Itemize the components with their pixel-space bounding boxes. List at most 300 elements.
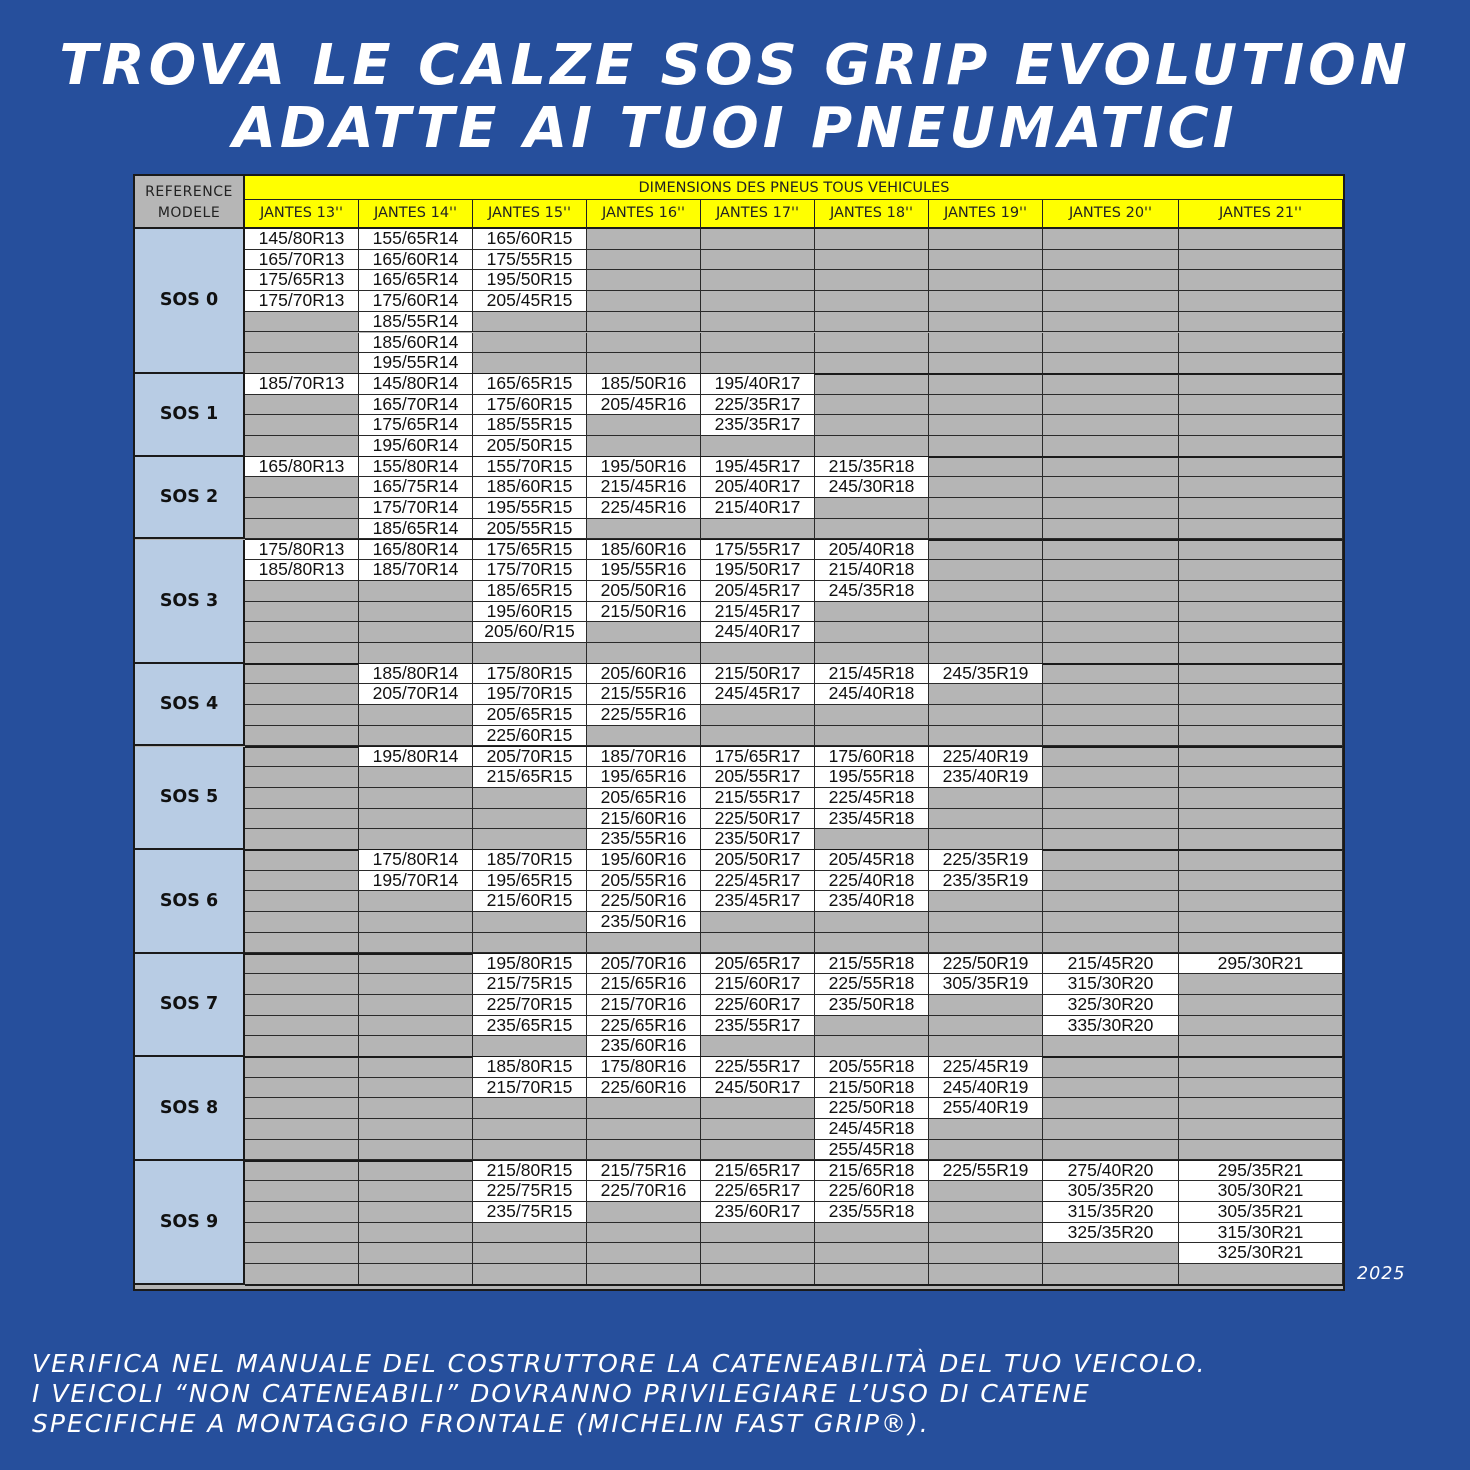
tire-size-table <box>133 174 1345 1291</box>
tire-size-cell: 145/80R13 <box>245 229 359 250</box>
empty-cell <box>245 954 359 975</box>
column-header-1: JANTES 13'' <box>245 200 359 229</box>
empty-cell <box>929 1264 1043 1285</box>
tire-size-cell: 185/70R15 <box>473 850 587 871</box>
tire-size-cell: 215/50R17 <box>701 664 815 685</box>
empty-cell <box>929 581 1043 602</box>
tire-size-cell: 215/45R20 <box>1043 954 1179 975</box>
column-header-3: JANTES 15'' <box>473 200 587 229</box>
empty-cell <box>587 1098 701 1119</box>
tire-size-cell: 205/40R18 <box>815 540 929 561</box>
tire-size-cell: 255/45R18 <box>815 1140 929 1161</box>
empty-cell <box>1043 664 1179 685</box>
empty-cell <box>1179 643 1343 664</box>
empty-cell <box>1179 850 1343 871</box>
empty-cell <box>815 250 929 271</box>
empty-cell <box>1043 353 1179 374</box>
empty-cell <box>929 291 1043 312</box>
tire-size-cell: 195/55R16 <box>587 560 701 581</box>
model-label: SOS 8 <box>135 1057 245 1161</box>
tire-size-cell: 215/45R17 <box>701 602 815 623</box>
model-label: SOS 1 <box>135 374 245 457</box>
tire-size-cell: 195/65R16 <box>587 767 701 788</box>
empty-cell <box>359 891 473 912</box>
empty-cell <box>1043 333 1179 354</box>
tire-size-cell: 185/80R15 <box>473 1057 587 1078</box>
empty-cell <box>473 1140 587 1161</box>
tire-size-cell: 235/40R18 <box>815 891 929 912</box>
empty-cell <box>245 1098 359 1119</box>
tire-size-cell: 185/65R14 <box>359 519 473 540</box>
tire-size-cell: 195/60R14 <box>359 436 473 457</box>
tire-size-cell: 175/70R15 <box>473 560 587 581</box>
empty-cell <box>245 1016 359 1037</box>
empty-cell <box>701 353 815 374</box>
empty-cell <box>1179 291 1343 312</box>
tire-size-cell: 205/65R15 <box>473 705 587 726</box>
tire-size-cell: 235/40R19 <box>929 767 1043 788</box>
tire-size-cell: 215/50R18 <box>815 1078 929 1099</box>
empty-cell <box>1179 664 1343 685</box>
empty-cell <box>701 519 815 540</box>
empty-cell <box>815 374 929 395</box>
tire-size-cell: 215/40R17 <box>701 498 815 519</box>
empty-cell <box>1043 684 1179 705</box>
column-header-6: JANTES 18'' <box>815 200 929 229</box>
empty-cell <box>929 788 1043 809</box>
tire-size-cell: 165/70R13 <box>245 250 359 271</box>
empty-cell <box>473 1098 587 1119</box>
empty-cell <box>701 933 815 954</box>
tire-size-cell: 225/40R18 <box>815 871 929 892</box>
empty-cell <box>1043 519 1179 540</box>
empty-cell <box>815 333 929 354</box>
tire-size-cell: 225/50R17 <box>701 809 815 830</box>
tire-size-cell: 215/55R18 <box>815 954 929 975</box>
empty-cell <box>473 1264 587 1285</box>
empty-cell <box>929 229 1043 250</box>
tire-size-cell: 245/40R19 <box>929 1078 1043 1099</box>
tire-size-cell: 235/55R18 <box>815 1202 929 1223</box>
empty-cell <box>587 229 701 250</box>
tire-size-cell: 155/70R15 <box>473 457 587 478</box>
empty-cell <box>1043 1119 1179 1140</box>
tire-size-cell: 195/50R16 <box>587 457 701 478</box>
tire-size-cell: 215/70R16 <box>587 995 701 1016</box>
empty-cell <box>815 602 929 623</box>
tire-size-cell: 315/30R21 <box>1179 1223 1343 1244</box>
tire-size-cell: 205/50R16 <box>587 581 701 602</box>
tire-size-cell: 195/65R15 <box>473 871 587 892</box>
empty-cell <box>815 395 929 416</box>
empty-cell <box>587 291 701 312</box>
tire-size-cell: 225/35R19 <box>929 850 1043 871</box>
empty-cell <box>1179 312 1343 333</box>
empty-cell <box>701 250 815 271</box>
tire-size-cell: 255/40R19 <box>929 1098 1043 1119</box>
empty-cell <box>1043 643 1179 664</box>
empty-cell <box>815 436 929 457</box>
empty-cell <box>1179 974 1343 995</box>
tire-size-cell: 305/30R21 <box>1179 1181 1343 1202</box>
tire-size-cell: 175/55R15 <box>473 250 587 271</box>
empty-cell <box>245 933 359 954</box>
tire-size-cell: 215/65R17 <box>701 1161 815 1182</box>
empty-cell <box>1043 1057 1179 1078</box>
empty-cell <box>929 1202 1043 1223</box>
empty-cell <box>359 809 473 830</box>
footer-line-1: VERIFICA NEL MANUALE DEL COSTRUTTORE LA CATENEABILITÀ DEL TUO VEICOLO. <box>32 1349 1207 1378</box>
tire-size-cell: 205/55R15 <box>473 519 587 540</box>
empty-cell <box>929 829 1043 850</box>
empty-cell <box>1043 498 1179 519</box>
empty-cell <box>701 1243 815 1264</box>
empty-cell <box>359 622 473 643</box>
model-label: SOS 2 <box>135 457 245 540</box>
empty-cell <box>473 1119 587 1140</box>
column-header-8: JANTES 20'' <box>1043 200 1179 229</box>
tire-size-cell: 165/65R14 <box>359 270 473 291</box>
empty-cell <box>245 643 359 664</box>
tire-size-cell: 245/35R19 <box>929 664 1043 685</box>
tire-size-cell: 235/65R15 <box>473 1016 587 1037</box>
empty-cell <box>815 912 929 933</box>
empty-cell <box>245 912 359 933</box>
tire-size-cell: 305/35R21 <box>1179 1202 1343 1223</box>
empty-cell <box>245 1243 359 1264</box>
tire-size-cell: 215/50R16 <box>587 602 701 623</box>
tire-size-cell: 215/80R15 <box>473 1161 587 1182</box>
title-line-1: TROVA LE CALZE SOS GRIP EVOLUTION <box>59 33 1411 98</box>
title-line-2: ADATTE AI TUOI PNEUMATICI <box>232 96 1238 161</box>
empty-cell <box>929 1223 1043 1244</box>
tire-size-cell: 195/55R18 <box>815 767 929 788</box>
empty-cell <box>359 995 473 1016</box>
empty-cell <box>473 1243 587 1264</box>
empty-cell <box>587 519 701 540</box>
empty-cell <box>245 767 359 788</box>
empty-cell <box>587 1223 701 1244</box>
empty-cell <box>473 312 587 333</box>
tire-size-cell: 205/55R17 <box>701 767 815 788</box>
empty-cell <box>1179 912 1343 933</box>
empty-cell <box>359 705 473 726</box>
empty-cell <box>929 1016 1043 1037</box>
empty-cell <box>359 788 473 809</box>
empty-cell <box>1179 229 1343 250</box>
tire-size-cell: 175/80R13 <box>245 540 359 561</box>
tire-size-cell: 245/45R18 <box>815 1119 929 1140</box>
empty-cell <box>1043 229 1179 250</box>
empty-cell <box>1179 891 1343 912</box>
tire-size-cell: 175/65R17 <box>701 747 815 768</box>
empty-cell <box>929 602 1043 623</box>
empty-cell <box>245 1036 359 1057</box>
tire-size-cell: 205/40R17 <box>701 477 815 498</box>
column-header-9: JANTES 21'' <box>1179 200 1343 229</box>
tire-size-cell: 245/30R18 <box>815 477 929 498</box>
empty-cell <box>929 250 1043 271</box>
empty-cell <box>815 1016 929 1037</box>
empty-cell <box>929 891 1043 912</box>
tire-size-cell: 185/50R16 <box>587 374 701 395</box>
empty-cell <box>1043 560 1179 581</box>
empty-cell <box>1043 395 1179 416</box>
empty-cell <box>245 809 359 830</box>
empty-cell <box>701 1140 815 1161</box>
tire-size-cell: 215/70R15 <box>473 1078 587 1099</box>
empty-cell <box>701 643 815 664</box>
empty-cell <box>359 581 473 602</box>
empty-cell <box>473 809 587 830</box>
empty-cell <box>587 312 701 333</box>
empty-cell <box>815 726 929 747</box>
empty-cell <box>701 1098 815 1119</box>
empty-cell <box>929 912 1043 933</box>
empty-cell <box>473 829 587 850</box>
empty-cell <box>1043 767 1179 788</box>
tire-size-cell: 175/65R15 <box>473 540 587 561</box>
empty-cell <box>815 291 929 312</box>
empty-cell <box>1043 1078 1179 1099</box>
tire-size-cell: 225/55R19 <box>929 1161 1043 1182</box>
tire-size-cell: 225/60R16 <box>587 1078 701 1099</box>
tire-size-cell: 225/55R18 <box>815 974 929 995</box>
empty-cell <box>1179 519 1343 540</box>
empty-cell <box>245 622 359 643</box>
year-label: 2025 <box>1357 1264 1406 1284</box>
empty-cell <box>1179 809 1343 830</box>
tire-size-cell: 225/45R17 <box>701 871 815 892</box>
empty-cell <box>359 933 473 954</box>
empty-cell <box>1043 1098 1179 1119</box>
tire-size-cell: 225/50R19 <box>929 954 1043 975</box>
tire-size-cell: 235/50R18 <box>815 995 929 1016</box>
empty-cell <box>929 333 1043 354</box>
empty-cell <box>815 643 929 664</box>
empty-cell <box>473 788 587 809</box>
empty-cell <box>473 333 587 354</box>
empty-cell <box>359 1223 473 1244</box>
empty-cell <box>929 622 1043 643</box>
empty-cell <box>929 436 1043 457</box>
empty-cell <box>1043 1264 1179 1285</box>
tire-size-cell: 215/55R16 <box>587 684 701 705</box>
empty-cell <box>245 353 359 374</box>
empty-cell <box>1043 809 1179 830</box>
empty-cell <box>929 705 1043 726</box>
tire-size-cell: 205/65R16 <box>587 788 701 809</box>
tire-size-cell: 215/40R18 <box>815 560 929 581</box>
tire-size-cell: 205/50R17 <box>701 850 815 871</box>
empty-cell <box>701 726 815 747</box>
empty-cell <box>359 602 473 623</box>
empty-cell <box>473 1036 587 1057</box>
empty-cell <box>1179 767 1343 788</box>
tire-size-cell: 185/80R13 <box>245 560 359 581</box>
tire-size-cell: 215/65R16 <box>587 974 701 995</box>
tire-size-cell: 305/35R20 <box>1043 1181 1179 1202</box>
empty-cell <box>701 912 815 933</box>
empty-cell <box>1179 415 1343 436</box>
tire-size-cell: 225/55R16 <box>587 705 701 726</box>
empty-cell <box>929 415 1043 436</box>
empty-cell <box>587 622 701 643</box>
empty-cell <box>359 974 473 995</box>
model-label: SOS 0 <box>135 229 245 374</box>
empty-cell <box>359 1078 473 1099</box>
tire-size-cell: 175/65R14 <box>359 415 473 436</box>
tire-size-cell: 225/55R17 <box>701 1057 815 1078</box>
tire-size-cell: 205/45R17 <box>701 581 815 602</box>
tire-size-cell: 235/35R17 <box>701 415 815 436</box>
tire-size-cell: 185/70R13 <box>245 374 359 395</box>
empty-cell <box>929 560 1043 581</box>
empty-cell <box>245 1119 359 1140</box>
empty-cell <box>701 1036 815 1057</box>
empty-cell <box>245 705 359 726</box>
tire-size-cell: 225/70R16 <box>587 1181 701 1202</box>
empty-cell <box>587 1119 701 1140</box>
tire-size-cell: 165/60R14 <box>359 250 473 271</box>
tire-size-cell: 275/40R20 <box>1043 1161 1179 1182</box>
empty-cell <box>359 1036 473 1057</box>
empty-cell <box>359 1181 473 1202</box>
empty-cell <box>245 974 359 995</box>
empty-cell <box>929 395 1043 416</box>
empty-cell <box>1179 1078 1343 1099</box>
tire-size-cell: 295/35R21 <box>1179 1161 1343 1182</box>
empty-cell <box>245 477 359 498</box>
empty-cell <box>359 767 473 788</box>
empty-cell <box>1179 560 1343 581</box>
empty-cell <box>359 1016 473 1037</box>
empty-cell <box>1043 250 1179 271</box>
model-label: SOS 9 <box>135 1161 245 1285</box>
empty-cell <box>701 333 815 354</box>
empty-cell <box>245 602 359 623</box>
tire-size-cell: 195/80R14 <box>359 747 473 768</box>
empty-cell <box>245 498 359 519</box>
empty-cell <box>473 1223 587 1244</box>
empty-cell <box>359 1119 473 1140</box>
empty-cell <box>815 622 929 643</box>
empty-cell <box>359 1264 473 1285</box>
dimensions-header: DIMENSIONS DES PNEUS TOUS VEHICULES <box>245 176 1343 200</box>
tire-size-cell: 195/40R17 <box>701 374 815 395</box>
tire-size-cell: 185/60R14 <box>359 333 473 354</box>
empty-cell <box>1179 436 1343 457</box>
tire-size-cell: 205/65R17 <box>701 954 815 975</box>
empty-cell <box>587 333 701 354</box>
empty-cell <box>1043 788 1179 809</box>
reference-header-line-1: REFERENCE <box>145 184 233 200</box>
tire-size-cell: 235/60R16 <box>587 1036 701 1057</box>
tire-size-cell: 175/60R18 <box>815 747 929 768</box>
tire-size-cell: 195/60R16 <box>587 850 701 871</box>
empty-cell <box>473 933 587 954</box>
tire-size-cell: 245/50R17 <box>701 1078 815 1099</box>
tire-size-cell: 185/65R15 <box>473 581 587 602</box>
empty-cell <box>245 415 359 436</box>
empty-cell <box>929 1036 1043 1057</box>
model-label: SOS 4 <box>135 664 245 747</box>
empty-cell <box>1179 1119 1343 1140</box>
empty-cell <box>359 1098 473 1119</box>
empty-cell <box>929 1243 1043 1264</box>
empty-cell <box>245 1057 359 1078</box>
empty-cell <box>1179 705 1343 726</box>
tire-size-cell: 195/50R15 <box>473 270 587 291</box>
empty-cell <box>245 1264 359 1285</box>
empty-cell <box>1043 457 1179 478</box>
tire-size-cell: 205/60R16 <box>587 664 701 685</box>
tire-size-cell: 205/60/R15 <box>473 622 587 643</box>
empty-cell <box>815 1264 929 1285</box>
empty-cell <box>701 312 815 333</box>
empty-cell <box>1043 415 1179 436</box>
empty-cell <box>815 519 929 540</box>
empty-cell <box>587 270 701 291</box>
tire-size-cell: 185/60R15 <box>473 477 587 498</box>
empty-cell <box>1179 395 1343 416</box>
empty-cell <box>929 374 1043 395</box>
empty-cell <box>1179 747 1343 768</box>
empty-cell <box>587 1264 701 1285</box>
empty-cell <box>815 1243 929 1264</box>
tire-size-cell: 215/45R18 <box>815 664 929 685</box>
empty-cell <box>929 519 1043 540</box>
empty-cell <box>587 250 701 271</box>
empty-cell <box>245 684 359 705</box>
tire-size-cell: 185/80R14 <box>359 664 473 685</box>
tire-size-cell: 165/80R14 <box>359 540 473 561</box>
empty-cell <box>1043 602 1179 623</box>
tire-size-cell: 335/30R20 <box>1043 1016 1179 1037</box>
empty-cell <box>473 353 587 374</box>
tire-size-cell: 205/45R16 <box>587 395 701 416</box>
model-label: SOS 7 <box>135 954 245 1058</box>
empty-cell <box>1179 1036 1343 1057</box>
empty-cell <box>929 809 1043 830</box>
empty-cell <box>815 498 929 519</box>
empty-cell <box>929 933 1043 954</box>
empty-cell <box>1043 933 1179 954</box>
tire-size-cell: 215/45R16 <box>587 477 701 498</box>
empty-cell <box>1043 622 1179 643</box>
reference-header-line-2: MODELE <box>157 205 221 221</box>
empty-cell <box>359 643 473 664</box>
tire-size-cell: 205/70R16 <box>587 954 701 975</box>
empty-cell <box>245 1078 359 1099</box>
tire-size-cell: 245/45R17 <box>701 684 815 705</box>
column-header-2: JANTES 14'' <box>359 200 473 229</box>
tire-size-cell: 245/40R17 <box>701 622 815 643</box>
tire-size-cell: 175/80R15 <box>473 664 587 685</box>
tire-size-cell: 195/45R17 <box>701 457 815 478</box>
empty-cell <box>1179 457 1343 478</box>
tire-size-cell: 225/70R15 <box>473 995 587 1016</box>
empty-cell <box>1179 477 1343 498</box>
tire-size-cell: 225/60R15 <box>473 726 587 747</box>
empty-cell <box>473 912 587 933</box>
tire-size-cell: 215/75R16 <box>587 1161 701 1182</box>
empty-cell <box>359 829 473 850</box>
tire-size-cell: 185/60R16 <box>587 540 701 561</box>
tire-size-cell: 235/60R17 <box>701 1202 815 1223</box>
empty-cell <box>359 912 473 933</box>
tire-size-cell: 205/45R18 <box>815 850 929 871</box>
